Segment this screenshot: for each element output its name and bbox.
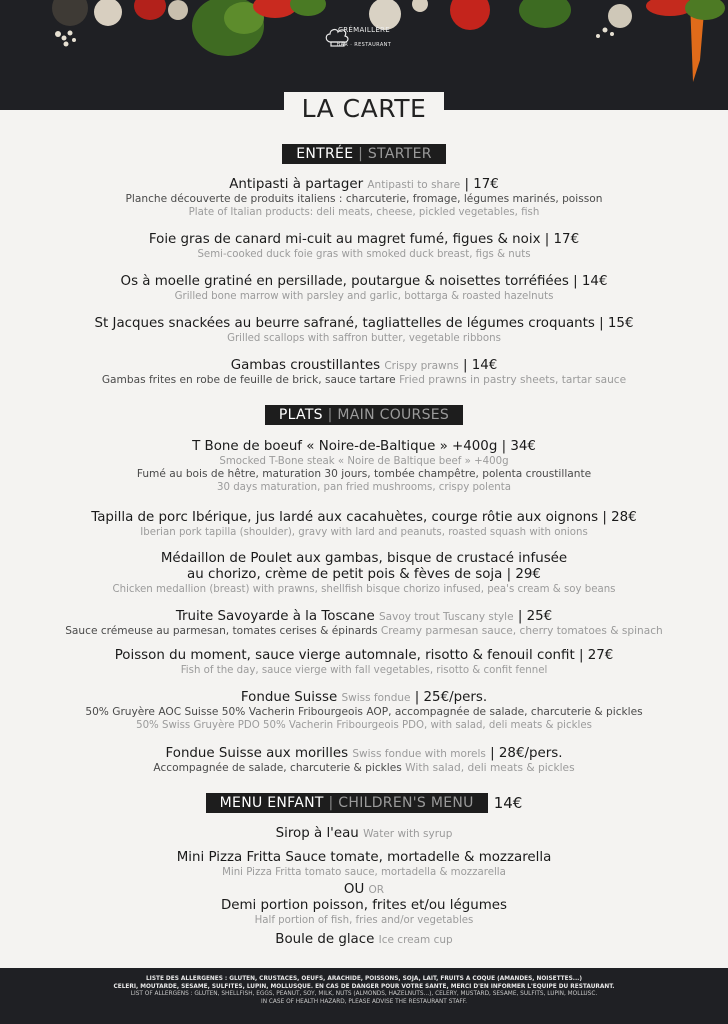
dish-description: Fumé au bois de hêtre, maturation 30 jours, tombée champêtre, polenta croustillante bbox=[136, 468, 592, 480]
section-title-fr: MENU ENFANT bbox=[219, 795, 324, 811]
menu-item bbox=[0, 932, 728, 948]
dish-description-en: With salad, deli meats & pickles bbox=[405, 762, 575, 774]
dish-price: | 17€ bbox=[460, 177, 499, 192]
dish-name: Truite Savoyarde à la Toscane bbox=[175, 609, 375, 624]
brand-subtitle: BAR · RESTAURANT bbox=[336, 42, 392, 48]
dish-description-en: Plate of Italian products: deli meats, cheese, pickled vegetables, fish bbox=[188, 207, 540, 218]
allergens-en-line2: IN CASE OF HEALTH HAZARD, PLEASE ADVISE THE RESTAURANT STAFF. bbox=[260, 998, 468, 1005]
dish-description: Accompagnée de salade, charcuterie & pickles bbox=[153, 762, 402, 774]
allergens-fr-line1: LISTE DES ALLERGENES : GLUTEN, CRUSTACES, OEUFS, ARACHIDE, POISSONS, SOJA, LAIT, FRUITS A COQUE (AMANDES, NOISETTES...) bbox=[145, 976, 583, 982]
menu-item bbox=[0, 648, 728, 677]
brand-name: CRÉMAILLÈRE bbox=[338, 26, 390, 34]
dish-description-en: Iberian pork tapilla (shoulder), gravy with lard and peanuts, roasted squash with onions bbox=[140, 527, 588, 538]
section-title-fr: PLATS bbox=[278, 407, 323, 423]
or-separator: OU OR bbox=[343, 882, 385, 897]
dish-description-en: Creamy parmesan sauce, cherry tomatoes & spinach bbox=[380, 625, 663, 637]
menu-item bbox=[0, 177, 728, 219]
menu-item bbox=[0, 746, 728, 775]
dish-price: | 25€/pers. bbox=[410, 690, 488, 705]
menu-item bbox=[0, 232, 728, 261]
menu-item bbox=[0, 826, 728, 842]
dish-name-en: Water with syrup bbox=[363, 828, 453, 840]
allergens-en-line1: LIST OF ALLERGENS : GLUTEN, SHELLFISH, EGGS, PEANUT, SOY, MILK, NUTS (ALMONDS, HAZELNUTS...), CELERY, MUSTARD, SESAME, SULFITS, LUPIN, MOLLUSC. bbox=[130, 991, 598, 997]
dish-description-en: 50% Swiss Gruyère PDO 50% Vacherin Fribourgeois PDO, with salad, deli meats & pickles bbox=[136, 720, 592, 731]
page-title: LA CARTE bbox=[284, 92, 445, 123]
section-title-en: STARTER bbox=[367, 146, 432, 162]
dish-description-en: Grilled scallops with saffron butter, vegetable ribbons bbox=[227, 333, 501, 344]
dish-price: | 28€/pers. bbox=[485, 746, 563, 761]
menu-item bbox=[0, 551, 728, 596]
dish-description-en: Mini Pizza Fritta tomato sauce, mortadella & mozzarella bbox=[222, 867, 506, 878]
dish-description: Sauce crémeuse au parmesan, tomates cerises & épinards bbox=[65, 625, 378, 637]
section-mains: PLATS | MAIN COURSES bbox=[0, 404, 728, 425]
dish-description-en: Half portion of fish, fries and/or vegetables bbox=[254, 915, 474, 926]
dish-name: Fondue Suisse bbox=[240, 690, 338, 705]
dish-name: Os à moelle gratiné en persillade, poutargue & noisettes torréfiées | 14€ bbox=[120, 274, 608, 289]
dish-description: Gambas frites en robe de feuille de brick, sauce tartare bbox=[101, 374, 396, 386]
kids-menu-price: 14€ bbox=[493, 793, 523, 812]
section-kids: MENU ENFANT | CHILDREN'S MENU 14€ bbox=[0, 792, 728, 813]
dish-description-en: Semi-cooked duck foie gras with smoked duck breast, figs & nuts bbox=[197, 249, 531, 260]
dish-name: Mini Pizza Fritta Sauce tomate, mortadelle & mozzarella bbox=[176, 850, 552, 865]
menu-item bbox=[0, 690, 728, 732]
section-title-en: CHILDREN'S MENU bbox=[338, 795, 474, 811]
dish-name: St Jacques snackées au beurre safrané, tagliattelles de légumes croquants | 15€ bbox=[94, 316, 634, 331]
menu-item bbox=[0, 510, 728, 539]
section-title-en: MAIN COURSES bbox=[337, 407, 450, 423]
dish-name-en: Swiss fondue bbox=[341, 692, 411, 704]
dish-name: Gambas croustillantes bbox=[230, 358, 381, 373]
section-title-fr: ENTRÉE bbox=[296, 146, 354, 162]
dish-name: Poisson du moment, sauce vierge automnale, risotto & fenouil confit | 27€ bbox=[114, 648, 614, 663]
dish-name: Fondue Suisse aux morilles bbox=[165, 746, 349, 761]
dish-name: Antipasti à partager bbox=[229, 177, 364, 192]
dish-name-line2: au chorizo, crème de petit pois & fèves de soja | 29€ bbox=[187, 567, 541, 582]
dish-description-en: Grilled bone marrow with parsley and garlic, bottarga & roasted hazelnuts bbox=[174, 291, 554, 302]
allergens-footer bbox=[0, 968, 728, 1024]
dish-name: Foie gras de canard mi-cuit au magret fumé, figues & noix | 17€ bbox=[148, 232, 580, 247]
dish-name-en: Swiss fondue with morels bbox=[352, 748, 486, 760]
restaurant-logo bbox=[324, 28, 404, 94]
dish-name: Tapilla de porc Ibérique, jus lardé aux cacahuètes, courge rôtie aux oignons | 28€ bbox=[91, 510, 637, 525]
dish-name: Boule de glace bbox=[275, 932, 375, 947]
menu-item bbox=[0, 898, 728, 927]
dish-name: Médaillon de Poulet aux gambas, bisque de crustacé infusée bbox=[160, 551, 568, 566]
dish-name: Demi portion poisson, frites et/ou légumes bbox=[220, 898, 508, 913]
dish-description-en: Fried prawns in pastry sheets, tartar sauce bbox=[399, 374, 627, 386]
dish-name-en: Ice cream cup bbox=[378, 934, 453, 946]
menu-item bbox=[0, 274, 728, 303]
dish-name-en: Smocked T-Bone steak « Noire de Baltique beef » +400g bbox=[219, 456, 509, 467]
dish-name-en: Savoy trout Tuscany style bbox=[379, 611, 514, 623]
chef-hat-icon bbox=[324, 28, 350, 48]
dish-name-en: Antipasti to share bbox=[367, 179, 461, 191]
dish-description-en: Fish of the day, sauce vierge with fall vegetables, risotto & confit fennel bbox=[180, 665, 548, 676]
menu-item bbox=[0, 439, 728, 494]
menu-item bbox=[0, 316, 728, 345]
dish-name-en: Crispy prawns bbox=[384, 360, 459, 372]
dish-name: Sirop à l'eau bbox=[275, 826, 359, 841]
section-starters: ENTRÉE | STARTER bbox=[0, 143, 728, 164]
dish-description: Planche découverte de produits italiens : charcuterie, fromage, légumes marinés, poisson bbox=[125, 193, 603, 205]
dish-price: | 25€ bbox=[513, 609, 553, 624]
menu-item bbox=[0, 850, 728, 879]
dish-name: T Bone de boeuf « Noire-de-Baltique » +400g | 34€ bbox=[192, 439, 536, 454]
dish-description-en: 30 days maturation, pan fried mushrooms, crispy polenta bbox=[217, 482, 511, 493]
dish-price: | 14€ bbox=[458, 358, 498, 373]
menu-item bbox=[0, 358, 728, 387]
allergens-fr-line2: CELERI, MOUTARDE, SESAME, SULFITES, LUPIN, MOLLUSQUE. EN CAS DE DANGER POUR VOTRE SANTE, MERCI D'EN INFORMER L'EQUIPE DU RESTAURANT. bbox=[113, 983, 615, 990]
dish-description: 50% Gruyère AOC Suisse 50% Vacherin Fribourgeois AOP, accompagnée de salade, charcuterie & pickles bbox=[85, 706, 643, 718]
dish-description-en: Chicken medallion (breast) with prawns, shellfish bisque chorizo infused, pea's cream & soy beans bbox=[112, 584, 616, 595]
menu-item bbox=[0, 609, 728, 638]
